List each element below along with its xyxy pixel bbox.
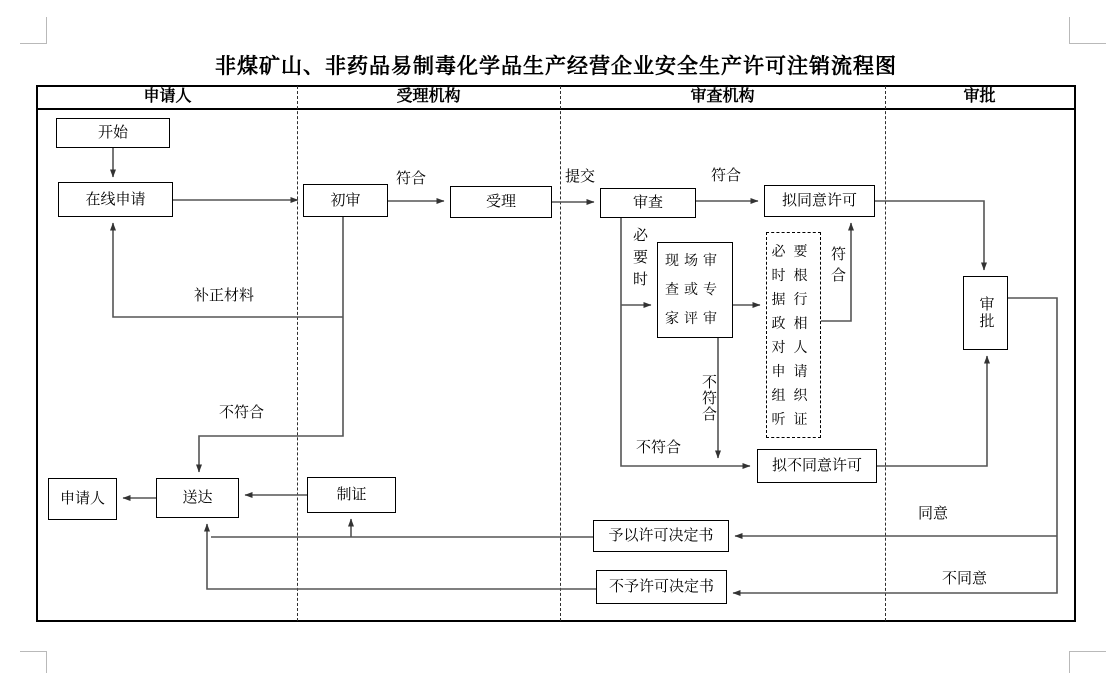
edge-label-not-conform-preliminary: 不符合 <box>219 405 265 421</box>
node-online-apply-label: 在线申请 <box>85 191 146 208</box>
page-title: 非煤矿山、非药品易制毒化学品生产经营企业安全生产许可注销流程图 <box>215 54 897 78</box>
edge-label-agree: 同意 <box>918 506 949 522</box>
node-accept-label: 受理 <box>485 194 516 210</box>
node-proposed-disapproval <box>757 449 877 483</box>
node-applicant-label: 申请人 <box>59 491 105 507</box>
lane-header-review-agency: 审查机构 <box>690 88 755 105</box>
node-online-apply <box>58 182 173 217</box>
edge-label-when-necessary: 必要时 <box>631 227 647 293</box>
node-preliminary-review <box>303 184 388 217</box>
node-hearing <box>766 232 821 438</box>
edge-label-not-conform-review: 不符合 <box>636 440 682 456</box>
edge-label-supplement-materials: 补正材料 <box>194 288 255 304</box>
node-start-label: 开始 <box>97 125 128 141</box>
node-onsite-review <box>657 242 733 338</box>
edge-label-not-conform-onsite: 不符合 <box>700 374 716 422</box>
edge-label-conform-hearing: 符合 <box>829 246 845 288</box>
node-proposed-approval-label: 拟同意许可 <box>781 193 857 209</box>
node-review-label: 审查 <box>632 195 663 211</box>
edge-label-conform-preliminary: 符合 <box>396 171 427 187</box>
node-applicant <box>48 478 117 520</box>
node-start <box>56 118 170 148</box>
node-onsite-review-label: 现场审查或专家评审 <box>665 253 722 327</box>
node-delivery <box>156 478 239 518</box>
node-delivery-label: 送达 <box>182 490 213 506</box>
node-hearing-label: 必要时根据行政相对人申请组织听证 <box>771 245 816 428</box>
node-make-certificate <box>307 477 396 513</box>
node-accept <box>450 186 552 218</box>
node-approve-label: 审批 <box>977 296 994 330</box>
node-deny-decision-label: 不予许可决定书 <box>608 579 714 595</box>
node-review <box>600 188 696 218</box>
edge-label-disagree: 不同意 <box>942 571 988 587</box>
node-grant-decision-label: 予以许可决定书 <box>608 528 714 544</box>
node-deny-decision <box>596 570 727 604</box>
node-proposed-approval <box>764 185 875 217</box>
node-approve <box>963 276 1008 350</box>
node-preliminary-review-label: 初审 <box>330 192 361 209</box>
edge-label-conform-review: 符合 <box>711 168 742 184</box>
lane-header-accepting-agency: 受理机构 <box>396 88 461 105</box>
node-proposed-disapproval-label: 拟不同意许可 <box>771 458 862 474</box>
node-grant-decision <box>593 520 729 552</box>
edge-label-submit: 提交 <box>565 169 596 185</box>
node-make-certificate-label: 制证 <box>336 487 367 503</box>
lane-header-approval: 审批 <box>963 88 996 105</box>
lane-header-applicant: 申请人 <box>143 88 192 105</box>
